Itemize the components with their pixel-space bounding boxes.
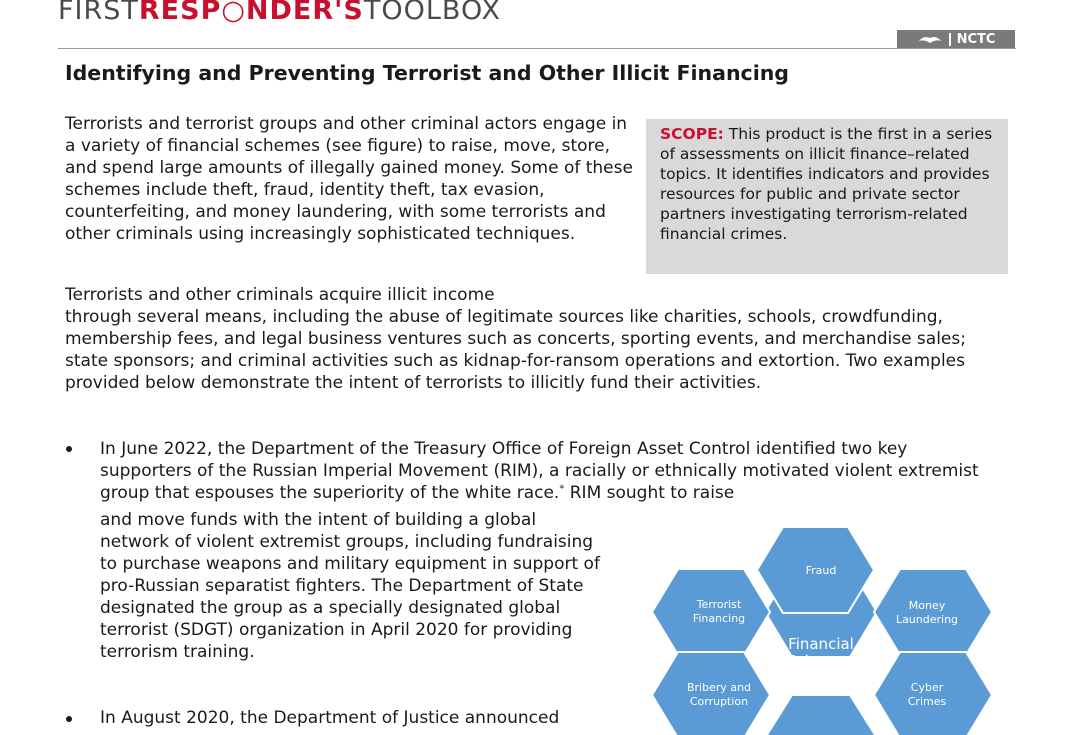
label-cyber-line2: Crimes bbox=[907, 695, 947, 708]
scope-box bbox=[646, 119, 1008, 274]
bullet1-continued: and move funds with the intent of building a global network of violent extremist groups, including fundraising to purchase weapons and military equipment in support of pro-Russian separatist fighters. The Department of State designated the group as a specially designated global terrorist (SDGT) organization in April 2020 for providing terrorism training. bbox=[100, 510, 600, 662]
label-fraud: Fraud bbox=[805, 564, 837, 577]
bullet1-text bbox=[100, 438, 995, 504]
label-money-line2: Laundering bbox=[895, 613, 959, 626]
scope-text: This product is the first in a series of assessments on illicit finance–related topics. It identifies indicators and provides resources for public and private sector partners investigating terrorism-related financial crimes. bbox=[660, 125, 993, 243]
seal-icon bbox=[917, 33, 943, 47]
label-bribery-line2: Corruption bbox=[689, 695, 749, 708]
hex-diagram bbox=[648, 525, 1000, 735]
masthead-logo bbox=[58, 0, 501, 28]
nctc-label: NCTC bbox=[956, 32, 996, 47]
bullet2-text: In August 2020, the Department of Justice announced bbox=[100, 708, 560, 728]
second-paragraph bbox=[65, 284, 1000, 394]
label-terrorist-line2: Financing bbox=[692, 612, 746, 625]
masthead-toolbox: TOOLBOX bbox=[363, 0, 501, 26]
hex-upper-right bbox=[874, 569, 992, 655]
scope-label: SCOPE: bbox=[660, 125, 724, 143]
page-title: Identifying and Preventing Terrorist and Other Illicit Financing bbox=[65, 61, 789, 85]
masthead-responder-o-icon: ○ bbox=[221, 0, 246, 26]
intro-paragraph: Terrorists and terrorist groups and other criminal actors engage in a variety of financial schemes (see figure) to raise, move, store, and spend large amounts of illegally gained money. Some of these schemes include theft, fraud, identity theft, tax evasion, counterfeiting, and money laundering, with some terrorists and other criminals using increasingly sophisticated techniques. bbox=[65, 114, 633, 244]
bullet-dot bbox=[66, 446, 72, 452]
bullet1-wide: In June 2022, the Department of the Treasury Office of Foreign Asset Control identified two key supporters of the Russian Imperial Movement (RIM), a racially or ethnically motivated violent extremist group that espouses the superiority of the white race. bbox=[100, 439, 979, 503]
bullet-dot bbox=[66, 716, 72, 722]
label-bribery-line1: Bribery and bbox=[686, 681, 752, 694]
label-center-line2: Schemes bbox=[786, 652, 856, 670]
masthead-nders: NDER'S bbox=[245, 0, 364, 26]
label-cyber-line1: Cyber bbox=[910, 681, 944, 694]
label-center-line1: Financial bbox=[788, 635, 854, 653]
header-rule bbox=[58, 48, 1016, 49]
masthead-resp: RESP bbox=[138, 0, 222, 26]
hex-bottom bbox=[765, 695, 877, 735]
second-paragraph-line1: Terrorists and other criminals acquire illicit income bbox=[65, 285, 495, 305]
financial-schemes-figure bbox=[648, 525, 1000, 735]
footnote-mark: * bbox=[559, 483, 565, 495]
masthead-first: FIRST bbox=[58, 0, 139, 26]
nctc-badge bbox=[897, 30, 1015, 49]
second-paragraph-rest: through several means, including the abuse of legitimate sources like charities, schools, crowdfunding, membership fees, and legal business ventures such as concerts, sporting events, and merchandise sales; state sponsors; and criminal activities such as kidnap-for-ransom operations and extortion. Two examples provided below demonstrate the intent of terrorists to illicitly fund their activities. bbox=[65, 307, 966, 393]
label-terrorist-line1: Terrorist bbox=[696, 598, 742, 611]
badge-divider bbox=[949, 33, 951, 46]
bullet1-wide-end: RIM sought to raise bbox=[564, 483, 735, 503]
label-money-line1: Money bbox=[908, 599, 946, 612]
